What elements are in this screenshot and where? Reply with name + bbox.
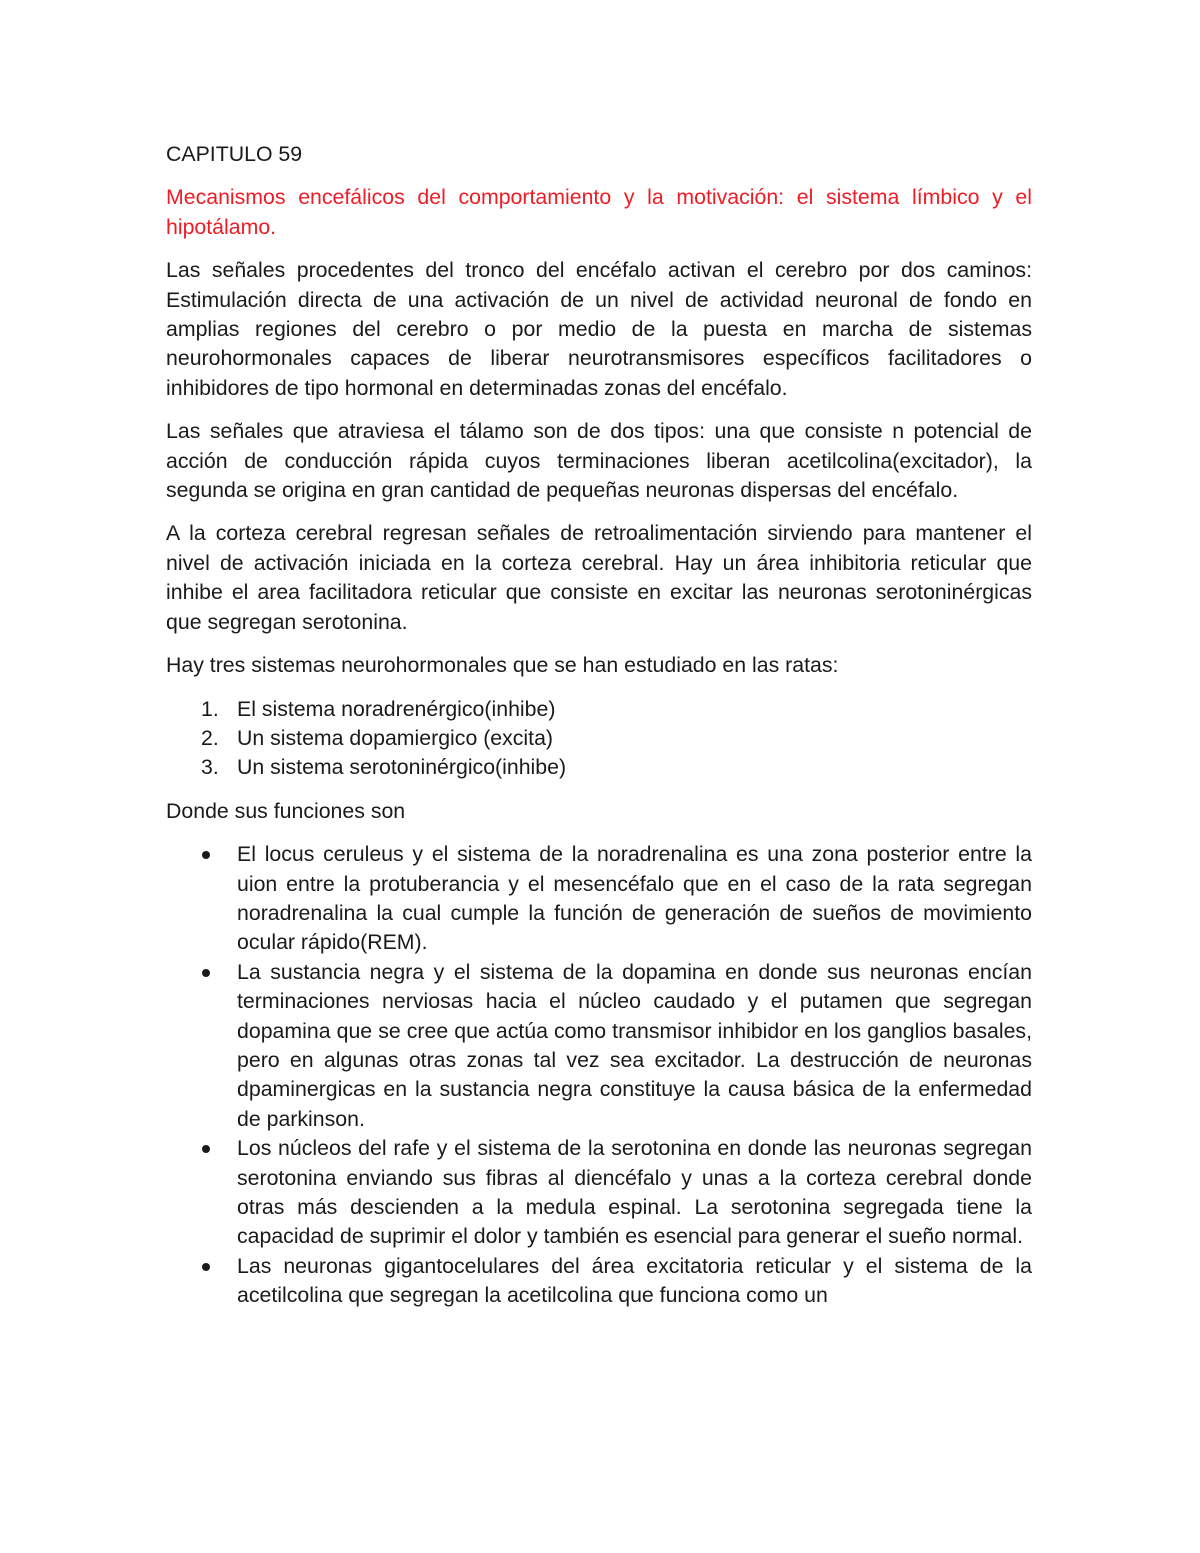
bullet-item	[166, 958, 1032, 1134]
document-body	[166, 140, 1032, 1311]
functions-intro: Donde sus funciones son	[166, 798, 406, 823]
bullet-item-text: Los núcleos del rafe y el sistema de la serotonina en donde las neuronas segregan serotonina enviando sus fibras al diencéfalo y unas a la corteza cerebral donde otras más descienden a la medula espinal. La serotonina segregada tiene la capacidad de suprimir el dolor y también es esencial para generar el sueño normal.	[237, 1136, 1032, 1249]
chapter-subtitle: Mecanismos encefálicos del comportamiento y la motivación: el sistema límbico y el hipotálamo.	[166, 185, 1032, 239]
bullet-dot-icon	[202, 1145, 210, 1153]
bullet-item-text: Las neuronas gigantocelulares del área excitatoria reticular y el sistema de la acetilcolina que segregan la acetilcolina que funciona como un	[237, 1253, 1032, 1308]
list-item-text: Un sistema dopamiergico (excita)	[237, 725, 554, 750]
list-number: 1.	[201, 696, 219, 721]
bullet-item-text: El locus ceruleus y el sistema de la noradrenalina es una zona posterior entre la uion entre la protuberancia y el mesencéfalo que en el caso de la rata segregan noradrenalina la cual cumple la función de generación de sueños de movimiento ocular rápido(REM).	[237, 842, 1032, 955]
bullet-item	[166, 840, 1032, 958]
list-item	[166, 753, 1032, 782]
bullet-item	[166, 1134, 1032, 1252]
bullet-item-text: La sustancia negra y el sistema de la dopamina en donde sus neuronas encían terminaciones nerviosas hacia el núcleo caudado y el putamen que segregan dopamina que se cree que actúa como transmisor inhibidor en los ganglios basales, pero en algunas otras zonas tal vez sea excitador. La destrucción de neuronas dpaminergicas en la sustancia negra constituye la causa básica de la enfermedad de parkinson.	[237, 959, 1032, 1131]
list-number: 3.	[201, 755, 219, 780]
paragraph-brainstem-signals: Las señales procedentes del tronco del encéfalo activan el cerebro por dos caminos: Estimulación directa de una activación de un nivel de actividad neuronal de fondo en amplias regiones del cerebro o por medio de la puesta en marcha de sistemas neurohormonales capaces de liberar neurotransmisores específicos facilitadores o inhibidores de tipo hormonal en determinadas zonas del encéfalo.	[166, 258, 1032, 400]
paragraph-neurohormonal-intro: Hay tres sistemas neurohormonales que se han estudiado en las ratas:	[166, 653, 839, 678]
bullet-item	[166, 1252, 1032, 1311]
paragraph-thalamus-signals: Las señales que atraviesa el tálamo son de dos tipos: una que consiste n potencial de acción de conducción rápida cuyos terminaciones liberan acetilcolina(excitador), la segunda se origina en gran cantidad de pequeñas neuronas dispersas del encéfalo.	[166, 419, 1032, 503]
numbered-list	[166, 695, 1032, 783]
bullet-dot-icon	[202, 969, 210, 977]
chapter-title: CAPITULO 59	[166, 142, 303, 166]
bullet-list	[166, 840, 1032, 1311]
list-item	[166, 724, 1032, 753]
paragraph-cortex-feedback: A la corteza cerebral regresan señales de retroalimentación sirviendo para mantener el nivel de activación iniciada en la corteza cerebral. Hay un área inhibitoria reticular que inhibe el area facilitadora reticular que consiste en excitar las neuronas serotoninérgicas que segregan serotonina.	[166, 521, 1032, 634]
bullet-dot-icon	[202, 851, 210, 859]
list-item-text: El sistema noradrenérgico(inhibe)	[237, 696, 556, 721]
list-item-text: Un sistema serotoninérgico(inhibe)	[237, 755, 567, 780]
bullet-dot-icon	[202, 1263, 210, 1271]
list-item	[166, 695, 1032, 724]
list-number: 2.	[201, 725, 219, 750]
